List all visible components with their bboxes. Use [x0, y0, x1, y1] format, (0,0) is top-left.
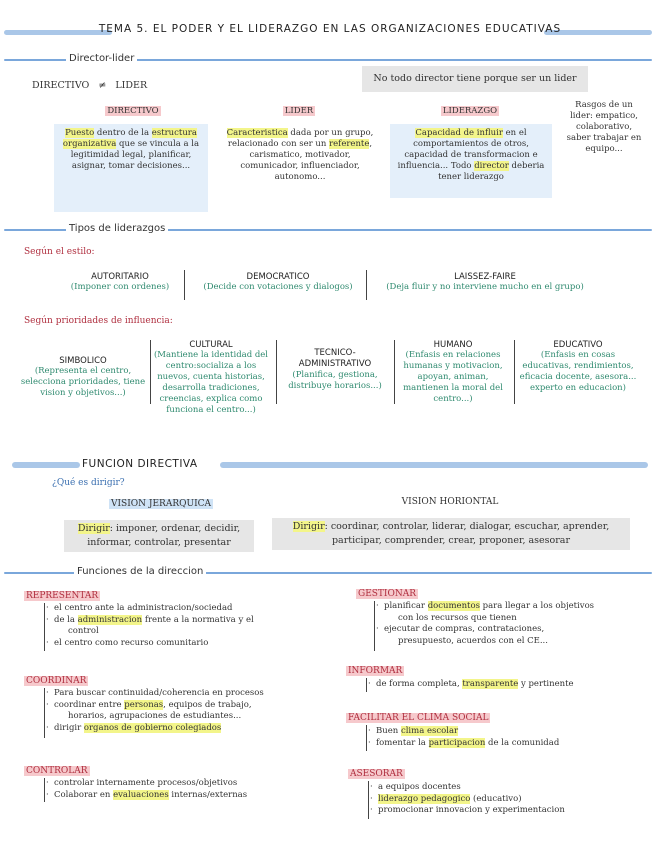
formula-left: DIRECTIVO [32, 80, 90, 91]
segun-estilo-label: Según el estilo: [24, 247, 95, 257]
list-item: · Para buscar continuidad/coherencia en procesos [46, 688, 346, 700]
section-heading-tipos: Tipos de liderazgos [66, 223, 168, 234]
list-item: · a equipos docentes [370, 782, 650, 794]
prioridad-humano: HUMANO (Enfasis en relaciones humanas y motivacion, apoyan, animan, mantienen la moral del centro...) [403, 340, 503, 404]
list-item: · de la administracion frente a la normativa y el [46, 615, 336, 627]
segun-prioridades-label: Según prioridades de influencia: [24, 316, 173, 326]
rasgos-lider: Rasgos de un lider: empatico, colaborativo, saber trabajar en equipo... [566, 100, 642, 154]
prioridad-cultural: CULTURAL (Mantiene la identidad del centro:socializa a los nuevos, cuenta historias, desarrolla tradiciones, creencias, explica como funciona el centro...) [153, 340, 269, 415]
label-facilitar: FACILITAR EL CLIMA SOCIAL [348, 713, 489, 723]
list-item: control [68, 626, 99, 636]
section-heading-funciones: Funciones de la direccion [74, 566, 206, 577]
label-coordinar: COORDINAR [26, 676, 87, 686]
list-asesorar [370, 782, 650, 817]
list-item: presupuesto, acuerdos con el CE... [398, 635, 548, 646]
list-item: horarios, agrupaciones de estudiantes... [68, 711, 242, 721]
vision-horizontal-label: VISION HORIONTAL [401, 497, 499, 507]
lider-box: Caracteristica dada por un grupo, relacionado con ser un referente, carismatico, motivador, comunicador, influenciador, autonomo... [226, 128, 374, 182]
list-item: · de forma completa, transparente y pertinente [368, 679, 648, 691]
prioridad-simbolico: SIMBOLICO (Representa el centro, selecciona prioridades, tiene vision y objetivos...) [20, 356, 146, 398]
list-controlar [46, 778, 336, 801]
estilo-laissez-faire: LAISSEZ-FAIRE (Deja fluir y no interviene mucho en el grupo) [386, 272, 584, 292]
bracket [44, 778, 45, 802]
list-item: · fomentar la participacion de la comunidad [368, 738, 648, 750]
label-controlar: CONTROLAR [26, 766, 88, 776]
label-asesorar: ASESORAR [350, 769, 403, 779]
bracket [44, 688, 45, 738]
funcion-question: ¿Qué es dirigir? [52, 478, 125, 488]
divider [514, 340, 515, 404]
list-item: · coordinar entre personas, equipos de trabajo, [46, 700, 346, 712]
list-item: · promocionar innovacion y experimentacion [370, 805, 650, 817]
section-heading-funcion: FUNCION DIRECTIVA [82, 458, 198, 470]
page-title: TEMA 5. EL PODER Y EL LIDERAZGO EN LAS ORGANIZACIONES EDUCATIVAS [98, 23, 562, 35]
list-item: · liderazgo pedagogico (educativo) [370, 794, 650, 806]
prioridad-educativo: EDUCATIVO (Enfasis en cosas educativas, rendimientos, eficacia docente, asesora... experto en educacion) [519, 340, 637, 393]
divider [150, 340, 151, 404]
formula [32, 80, 147, 91]
label-representar: REPRESENTAR [26, 591, 99, 601]
vision-horizontal-box: Dirigir: coordinar, controlar, liderar, dialogar, escuchar, aprender, participar, comprender, crear, proponer, asesorar [272, 518, 630, 550]
list-informar [368, 679, 648, 691]
list-item: · ejecutar de compras, contrataciones, [376, 624, 648, 636]
list-item: · el centro como recurso comunitario [46, 638, 336, 650]
bracket [368, 781, 369, 819]
list-item: · dirigir organos de gobierno colegiados [46, 723, 346, 735]
divider [394, 340, 395, 404]
note-box: No todo director tiene porque ser un lider [362, 66, 588, 92]
list-item: · Buen clima escolar [368, 726, 648, 738]
list-item: · controlar internamente procesos/objetivos [46, 778, 336, 790]
label-liderazgo: LIDERAZGO [442, 106, 498, 116]
list-item: con los recursos que tienen [398, 612, 517, 623]
prioridad-tecnico-administrativo: TECNICO-ADMINISTRATIVO (Planifica, gestiona, distribuye horarios...) [288, 348, 382, 391]
label-gestionar: GESTIONAR [358, 589, 417, 599]
list-coordinar [46, 688, 346, 734]
vision-jerarquica-label: VISION JERARQUICA [110, 499, 212, 509]
label-informar: INFORMAR [348, 666, 403, 676]
bracket [374, 601, 375, 651]
divider [366, 270, 367, 300]
directivo-box: Puesto dentro de la estructura organizativa que se vincula a la legitimidad legal, planificar, asignar, tomar decisiones... [54, 124, 208, 212]
list-item: · el centro ante la administracion/sociedad [46, 603, 336, 615]
list-gestionar [376, 601, 648, 647]
section-heading-director-lider: Director-lider [66, 53, 137, 64]
divider [276, 340, 277, 404]
funcion-bar-right [220, 462, 648, 468]
list-item: · Colaborar en evaluaciones internas/externas [46, 790, 336, 802]
bracket [366, 725, 367, 751]
estilo-autoritario: AUTORITARIO (Imponer con ordenes) [70, 272, 170, 292]
formula-symbol: ≠ [98, 80, 107, 91]
estilo-democratico: DEMOCRATICO (Decide con votaciones y dialogos) [203, 272, 353, 292]
list-facilitar [368, 726, 648, 749]
label-directivo: DIRECTIVO [107, 106, 159, 116]
bracket [366, 678, 367, 692]
bracket [44, 603, 45, 651]
funcion-bar-left [12, 462, 80, 468]
liderazgo-box: Capacidad de influir en el comportamientos de otros, capacidad de transformacion e influencia... Todo director deberia tener liderazgo [390, 124, 552, 198]
divider [184, 270, 185, 300]
formula-right: LIDER [115, 80, 148, 91]
vision-jerarquica-box: Dirigir: imponer, ordenar, decidir, informar, controlar, presentar [64, 520, 254, 552]
list-item: · planificar documentos para llegar a los objetivos [376, 601, 648, 613]
label-lider: LIDER [284, 106, 314, 116]
list-representar [46, 603, 336, 649]
